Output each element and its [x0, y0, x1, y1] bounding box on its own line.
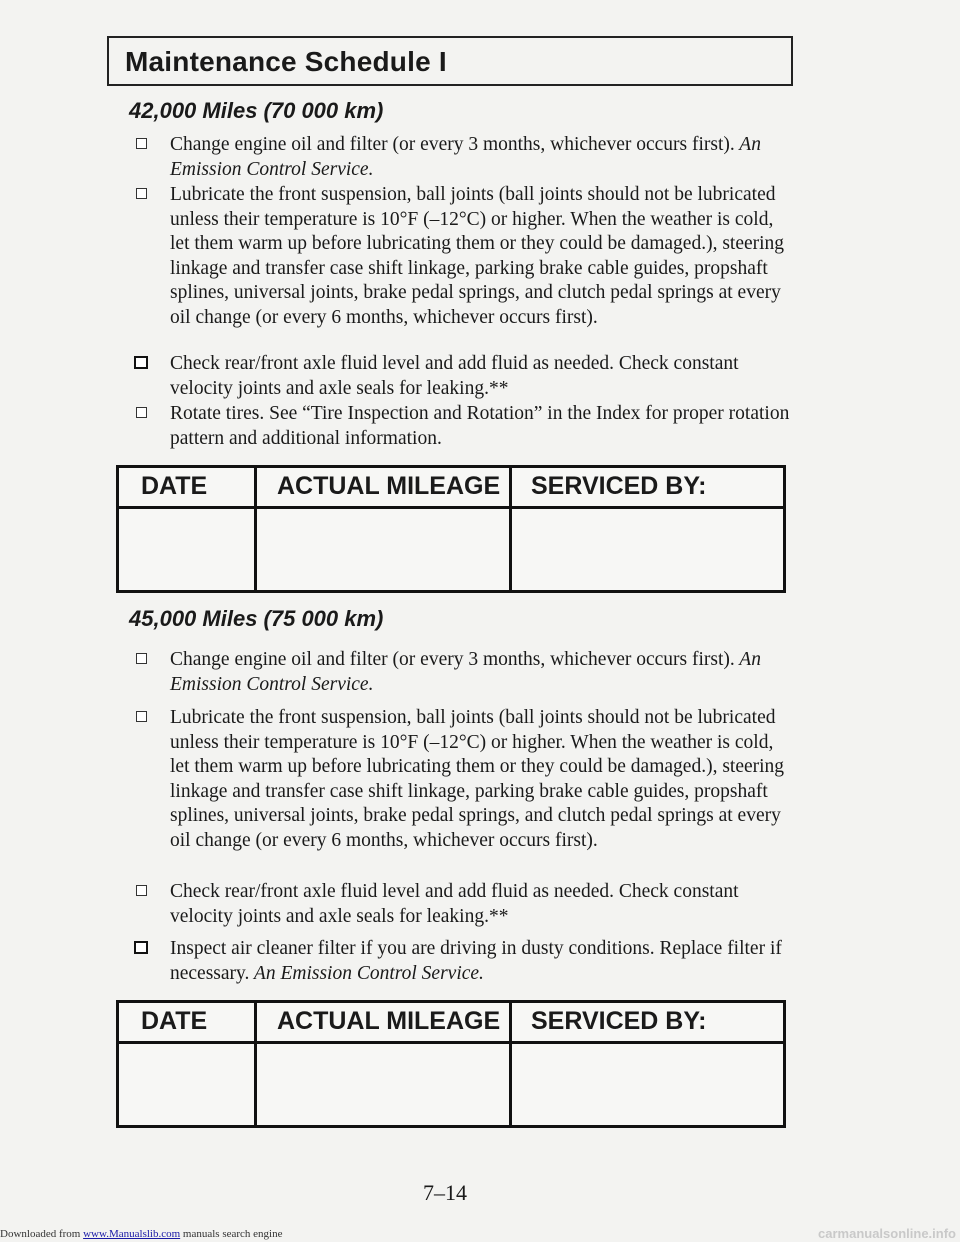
checkbox-icon[interactable] — [136, 407, 147, 418]
checklist-item — [136, 133, 796, 182]
footer-prefix: Downloaded from — [0, 1228, 81, 1240]
section-heading-45000: 45,000 Miles (75 000 km) — [129, 606, 384, 631]
checklist-item — [136, 937, 796, 986]
download-footer — [0, 1228, 282, 1240]
checkbox-icon[interactable] — [134, 941, 148, 954]
checkbox-icon[interactable] — [136, 138, 147, 149]
item-emphasis: An Emission Control Service. — [249, 962, 484, 984]
item-emphasis: An Emission Control Service. — [170, 649, 761, 695]
checklist-item — [136, 880, 796, 929]
col-mileage-header: ACTUAL MILEAGE — [277, 472, 501, 500]
checkbox-icon[interactable] — [136, 188, 147, 199]
item-emphasis: An Emission Control Service. — [170, 134, 761, 180]
col-date-header: DATE — [141, 472, 208, 500]
checklist-item — [136, 402, 796, 451]
col-serviced-header: SERVICED BY: — [531, 472, 707, 500]
checklist-item — [136, 706, 796, 853]
item-text: Inspect air cleaner filter if you are driving in dusty conditions. Replace filter if necessary. — [170, 938, 782, 984]
checklist-item — [136, 352, 796, 401]
service-log-table — [116, 1000, 786, 1128]
item-text: Rotate tires. See “Tire Inspection and Rotation” in the Index for proper rotation pattern and additional information. — [170, 403, 790, 449]
col-mileage-header: ACTUAL MILEAGE — [277, 1007, 501, 1035]
section-heading-42000: 42,000 Miles (70 000 km) — [129, 98, 384, 123]
checklist-item — [136, 648, 796, 697]
footer-link[interactable]: www.Manualslib.com — [83, 1228, 181, 1240]
checkbox-icon[interactable] — [136, 885, 147, 896]
service-log-table — [116, 465, 786, 593]
service-log-row — [119, 1044, 783, 1125]
footer-suffix: manuals search engine — [182, 1228, 283, 1240]
item-text: Check rear/front axle fluid level and add fluid as needed. Check constant velocity joints and axle seals for leaking.** — [170, 353, 739, 399]
section-header-box — [107, 36, 793, 86]
service-log-header — [119, 1003, 783, 1044]
item-text: Change engine oil and filter (or every 3 months, whichever occurs first). — [170, 134, 735, 155]
col-serviced-header: SERVICED BY: — [531, 1007, 707, 1035]
checkbox-icon[interactable] — [136, 711, 147, 722]
col-date-header: DATE — [141, 1007, 208, 1035]
page-number: 7–14 — [423, 1180, 467, 1205]
checkbox-icon[interactable] — [136, 653, 147, 664]
checklist-item — [136, 183, 796, 330]
item-text: Lubricate the front suspension, ball joints (ball joints should not be lubricated unless their temperature is 10°F (–12°C) or higher. When the weather is cold, let them warm up before lubricating them or they could be damaged.), steering linkage and transfer case shift linkage, parking brake cable guides, propshaft splines, universal joints, brake pedal springs, and clutch pedal springs at every oil change (or every 6 months, whichever occurs first). — [170, 184, 785, 328]
checkbox-icon[interactable] — [134, 356, 148, 369]
item-text: Lubricate the front suspension, ball joints (ball joints should not be lubricated unless their temperature is 10°F (–12°C) or higher. When the weather is cold, let them warm up before lubricating them or they could be damaged.), steering linkage and transfer case shift linkage, parking brake cable guides, propshaft splines, universal joints, brake pedal springs, and clutch pedal springs at every oil change (or every 6 months, whichever occurs first). — [170, 707, 785, 851]
item-text: Check rear/front axle fluid level and add fluid as needed. Check constant velocity joints and axle seals for leaking.** — [170, 881, 739, 927]
service-log-header — [119, 468, 783, 509]
item-text: Change engine oil and filter (or every 3 months, whichever occurs first). — [170, 649, 735, 670]
page-title: Maintenance Schedule I — [125, 46, 447, 77]
service-log-row — [119, 509, 783, 590]
watermark: carmanualsonline.info — [818, 1226, 956, 1241]
